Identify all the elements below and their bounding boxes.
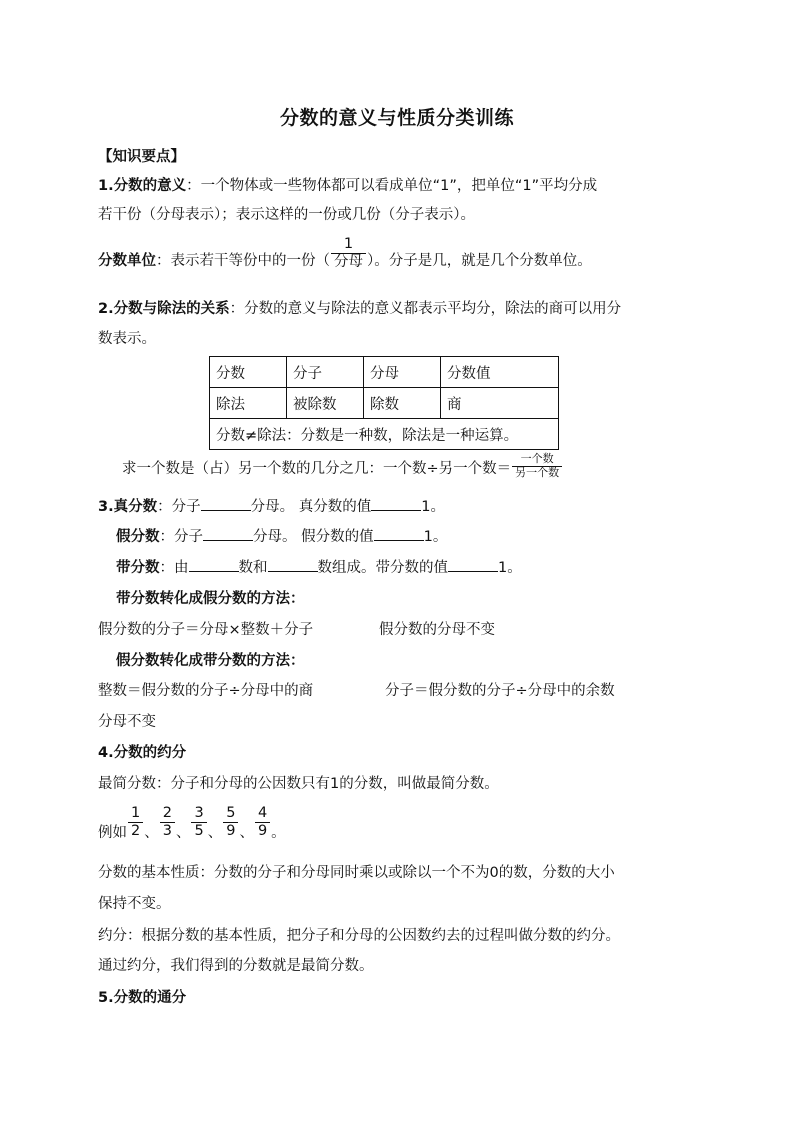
improper-to-mixed-rule-3: 分母不变 bbox=[98, 714, 156, 730]
fraction-meaning-label: 1.分数的意义 bbox=[98, 178, 187, 194]
separator: 、 bbox=[175, 825, 191, 841]
proper-fraction-line bbox=[98, 495, 445, 518]
unit-fraction-denominator: 分母 bbox=[331, 253, 366, 271]
proper-fraction-text-b: 分母。 真分数的值 bbox=[250, 499, 372, 515]
example-fraction bbox=[223, 805, 238, 839]
example-denominator: 5 bbox=[191, 822, 206, 840]
ratio-fraction bbox=[512, 453, 562, 479]
fraction-unit-line bbox=[98, 235, 592, 272]
table-cell: 商 bbox=[441, 388, 559, 419]
improper-to-mixed-heading: 假分数转化成带分数的方法： bbox=[116, 653, 305, 669]
improper-fraction-text-c: 1。 bbox=[423, 529, 448, 545]
page-title: 分数的意义与性质分类训练 bbox=[279, 107, 514, 129]
common-denominator-heading: 5.分数的通分 bbox=[98, 990, 187, 1006]
example-numerator: 1 bbox=[131, 804, 141, 821]
improper-fraction-label: 假分数 bbox=[116, 529, 160, 545]
ratio-fraction-numerator: 一个数 bbox=[520, 451, 554, 465]
fraction-unit-text-b: ）。分子是几，就是几个分数单位。 bbox=[367, 253, 592, 269]
fraction-meaning-line-2: 若干份（分母表示）；表示这样的一份或几份（分子表示）。 bbox=[98, 207, 475, 223]
mixed-number-label: 带分数 bbox=[116, 560, 160, 576]
mixed-number-text-a: ：由 bbox=[159, 560, 189, 576]
table-cell: 分数 bbox=[210, 357, 287, 388]
division-relation-text: ：分数的意义与除法的意义都表示平均分，除法的商可以用分 bbox=[229, 301, 622, 317]
example-end: 。 bbox=[271, 825, 286, 841]
mixed-to-improper-rule-1: 假分数的分子＝分母×整数＋分子 bbox=[98, 622, 314, 638]
example-denominator: 9 bbox=[255, 822, 270, 840]
proper-fraction-text-c: 1。 bbox=[421, 499, 445, 515]
fill-blank[interactable] bbox=[268, 556, 318, 572]
example-fraction bbox=[255, 805, 270, 839]
fraction-unit-label: 分数单位 bbox=[98, 253, 156, 269]
improper-fraction-text-a: ：分子 bbox=[159, 529, 203, 545]
basic-property-line-1: 分数的基本性质：分数的分子和分母同时乘以或除以一个不为0的数，分数的大小 bbox=[98, 865, 615, 881]
proper-fraction-label: 3.真分数 bbox=[98, 499, 158, 515]
improper-to-mixed-rule-1: 整数＝假分数的分子÷分母中的商 bbox=[98, 683, 314, 699]
unit-fraction bbox=[331, 236, 366, 270]
mixed-number-text-c: 数组成。带分数的值 bbox=[317, 560, 448, 576]
example-denominator: 3 bbox=[160, 822, 175, 840]
improper-fraction-text-b: 分母。 假分数的值 bbox=[253, 529, 374, 545]
fraction-unit-text-a: ：表示若干等份中的一份（ bbox=[156, 253, 330, 269]
mixed-number-text-b: 数和 bbox=[238, 560, 268, 576]
reduction-definition-line-2: 通过约分，我们得到的分数就是最简分数。 bbox=[98, 958, 374, 974]
example-denominator: 2 bbox=[128, 822, 143, 840]
mixed-number-text-d: 1。 bbox=[498, 560, 522, 576]
fill-blank[interactable] bbox=[189, 556, 239, 572]
fraction-meaning-line-1 bbox=[98, 175, 597, 197]
example-fractions-line bbox=[98, 804, 286, 844]
reduction-heading: 4.分数的约分 bbox=[98, 745, 187, 761]
fraction-meaning-text: ：一个物体或一些物体都可以看成单位“1”，把单位“1”平均分成 bbox=[186, 178, 598, 194]
proper-fraction-text-a: ：分子 bbox=[157, 499, 201, 515]
table-cell: 除数 bbox=[364, 388, 441, 419]
mixed-to-improper-heading: 带分数转化成假分数的方法： bbox=[116, 591, 305, 607]
simplest-fraction-definition: 最简分数：分子和分母的公因数只有1的分数，叫做最简分数。 bbox=[98, 776, 499, 792]
example-fraction bbox=[160, 805, 175, 839]
table-cell: 分子 bbox=[287, 357, 364, 388]
table-cell: 分数值 bbox=[441, 357, 559, 388]
table-row bbox=[210, 419, 559, 450]
separator: 、 bbox=[144, 825, 159, 841]
separator: 、 bbox=[239, 825, 254, 841]
fill-blank[interactable] bbox=[201, 495, 251, 511]
fill-blank[interactable] bbox=[448, 556, 498, 572]
section-knowledge-heading: 【知识要点】 bbox=[98, 149, 185, 165]
table-cell: 被除数 bbox=[287, 388, 364, 419]
division-relation-line-1 bbox=[98, 298, 621, 320]
unit-fraction-numerator: 1 bbox=[343, 235, 354, 252]
example-denominator: 9 bbox=[223, 822, 238, 840]
improper-to-mixed-rule-2: 分子＝假分数的分子÷分母中的余数 bbox=[385, 683, 615, 699]
table-cell: 分母 bbox=[364, 357, 441, 388]
example-numerator: 3 bbox=[194, 804, 204, 821]
ratio-line bbox=[122, 451, 563, 480]
example-prefix: 例如 bbox=[98, 825, 127, 841]
fill-blank[interactable] bbox=[203, 525, 253, 541]
table-row bbox=[210, 357, 559, 388]
example-fraction bbox=[128, 805, 143, 839]
separator: 、 bbox=[207, 825, 223, 841]
fill-blank[interactable] bbox=[374, 525, 424, 541]
improper-fraction-line bbox=[116, 525, 447, 548]
table-note-cell: 分数≠除法：分数是一种数，除法是一种运算。 bbox=[210, 419, 559, 450]
ratio-fraction-denominator: 另一个数 bbox=[512, 466, 562, 480]
example-numerator: 2 bbox=[162, 804, 172, 821]
table-row bbox=[210, 388, 559, 419]
example-fraction bbox=[191, 805, 206, 839]
mixed-to-improper-rule-2: 假分数的分母不变 bbox=[379, 622, 495, 638]
example-numerator: 5 bbox=[226, 804, 236, 821]
fraction-division-table bbox=[209, 356, 559, 450]
fill-blank[interactable] bbox=[371, 495, 421, 511]
division-relation-label: 2.分数与除法的关系 bbox=[98, 301, 230, 317]
ratio-text: 求一个数是（占）另一个数的几分之几：一个数÷另一个数＝ bbox=[122, 461, 512, 477]
basic-property-line-2: 保持不变。 bbox=[98, 896, 171, 912]
table-cell: 除法 bbox=[210, 388, 287, 419]
example-numerator: 4 bbox=[257, 804, 268, 821]
reduction-definition-line-1: 约分：根据分数的基本性质，把分子和分母的公因数约去的过程叫做分数的约分。 bbox=[98, 928, 620, 944]
mixed-number-line bbox=[116, 556, 522, 579]
division-relation-line-2: 数表示。 bbox=[98, 331, 156, 347]
